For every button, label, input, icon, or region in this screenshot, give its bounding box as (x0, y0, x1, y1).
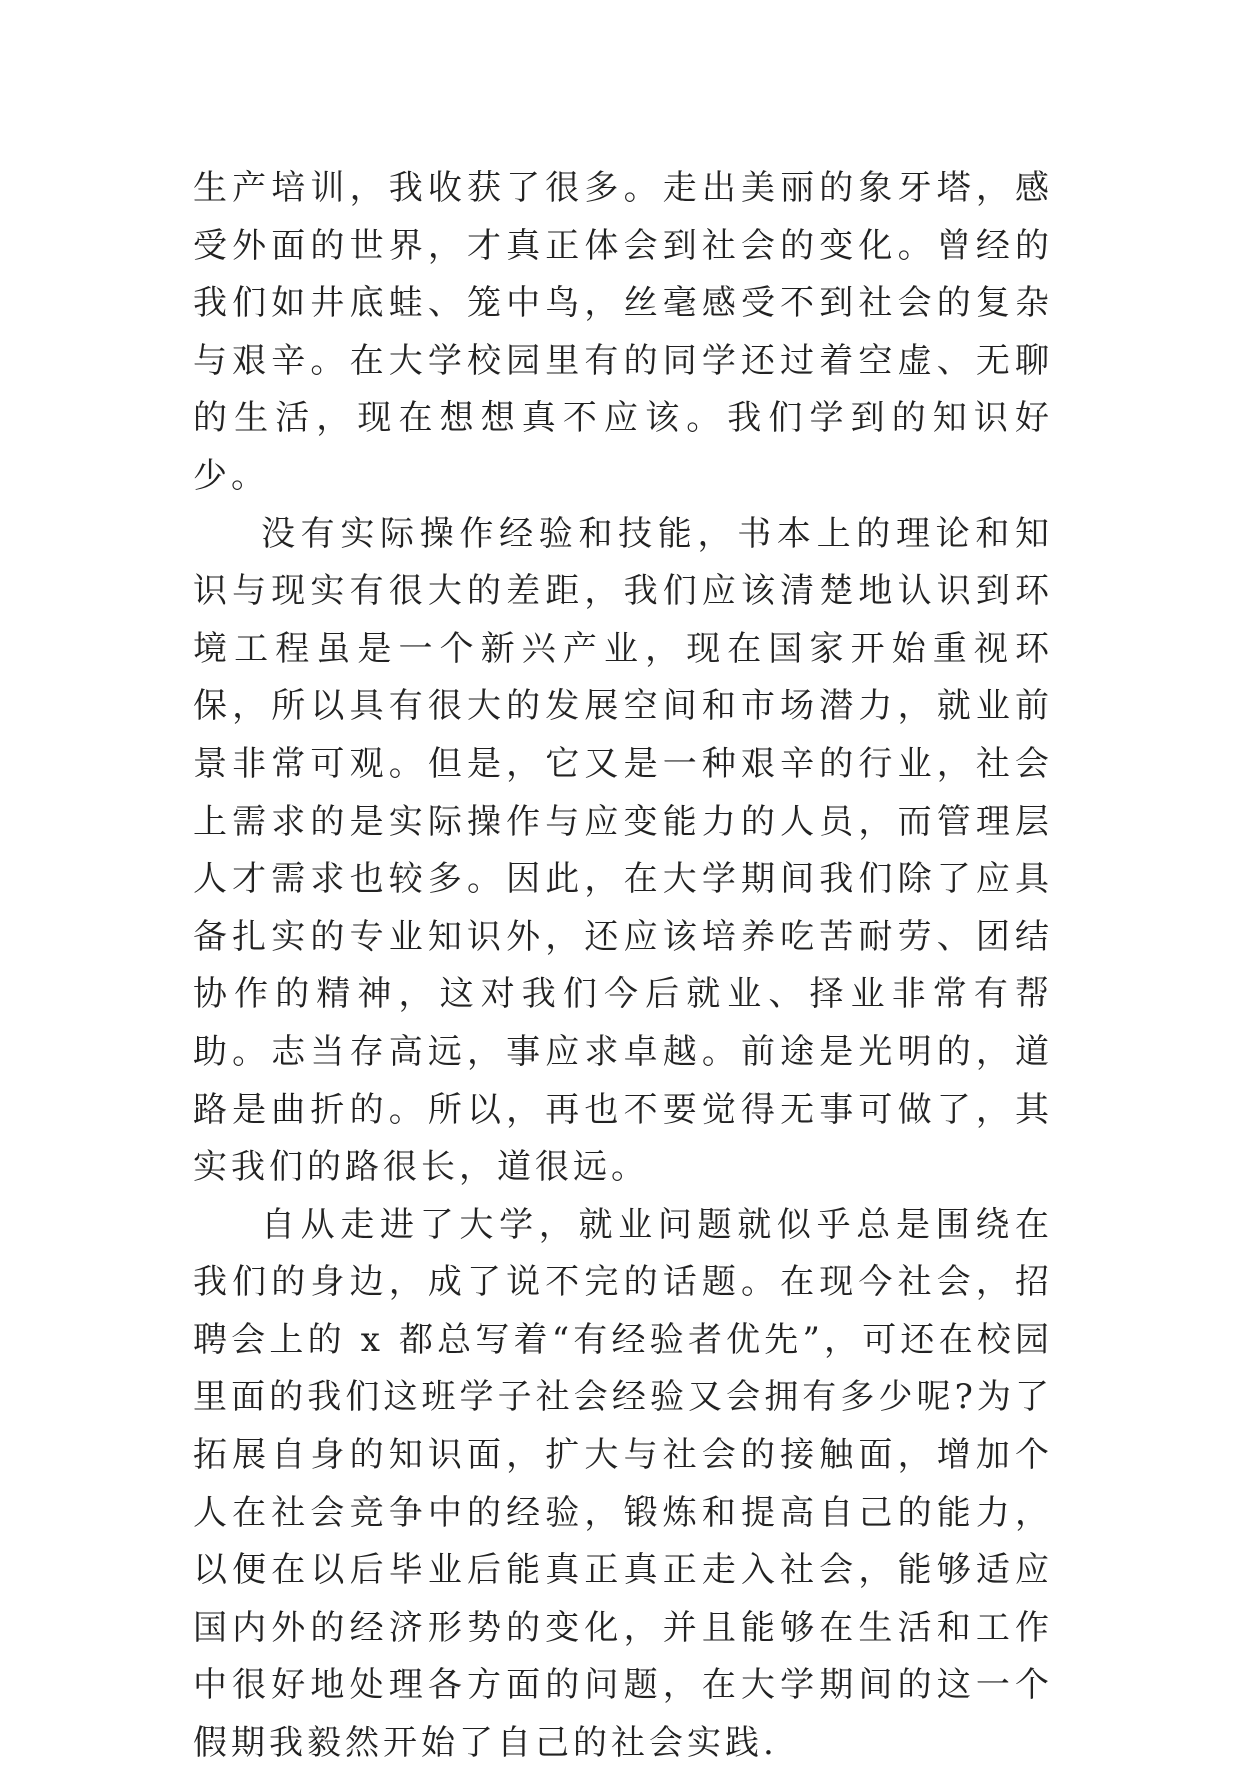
paragraph-1: 生产培训，我收获了很多。走出美丽的象牙塔，感受外面的世界，才真正体会到社会的变化。曾经的我们如井底蛙、笼中鸟，丝毫感受不到社会的复杂与艰辛。在大学校园里有的同学还过着空虚、无聊的生活，现在想想真不应该。我们学到的知识好少。 (193, 168, 1053, 496)
paragraph-3: 自从走进了大学，就业问题就似乎总是围绕在我们的身边，成了说不完的话题。在现今社会，招聘会上的 x 都总写着“有经验者优先”，可还在校园里面的我们这班学子社会经验又会拥有多少呢?为了拓展自身的知识面，扩大与社会的接触面，增加个人在社会竞争中的经验，锻炼和提高自己的能力，以便在以后毕业后能真正真正走入社会，能够适应国内外的经济形势的变化，并且能够在生活和工作中很好地处理各方面的问题，在大学期间的这一个假期我毅然开始了自己的社会实践. (193, 1204, 1053, 1764)
document-body (193, 160, 1053, 1773)
paragraph-2: 没有实际操作经验和技能，书本上的理论和知识与现实有很大的差距，我们应该清楚地认识到环境工程虽是一个新兴产业，现在国家开始重视环保，所以具有很大的发展空间和市场潜力，就业前景非常可观。但是，它又是一种艰辛的行业，社会上需求的是实际操作与应变能力的人员，而管理层人才需求也较多。因此，在大学期间我们除了应具备扎实的专业知识外，还应该培养吃苦耐劳、团结协作的精神，这对我们今后就业、择业非常有帮助。志当存高远，事应求卓越。前途是光明的，道路是曲折的。所以，再也不要觉得无事可做了，其实我们的路很长，道很远。 (193, 513, 1053, 1188)
